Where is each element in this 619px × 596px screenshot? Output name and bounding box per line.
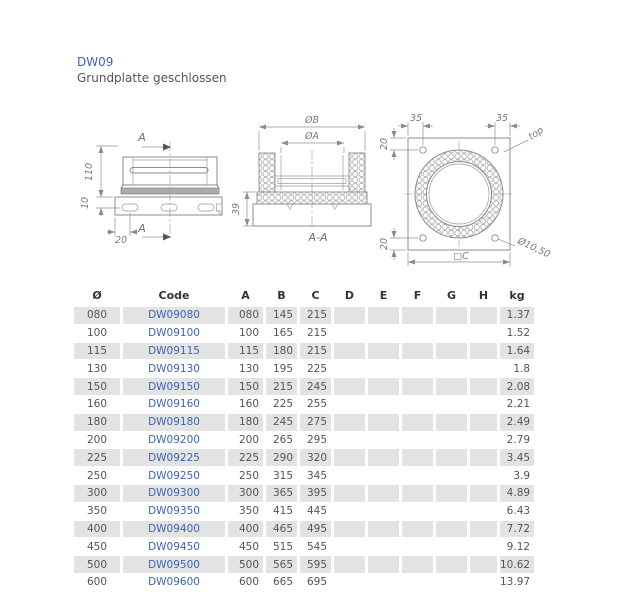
cell-b: 245 — [266, 414, 297, 431]
cell-diameter: 450 — [74, 538, 120, 555]
cell-e — [368, 360, 399, 377]
cell-a: 350 — [228, 503, 263, 520]
product-table-body — [74, 307, 534, 591]
table-row — [74, 360, 534, 377]
cell-d — [334, 414, 365, 431]
cell-e — [368, 521, 399, 538]
section-label-bottom: A — [138, 222, 146, 235]
cell-d — [334, 556, 365, 573]
cell-kg: 2.08 — [500, 378, 534, 395]
cell-g — [436, 360, 467, 377]
cell-g — [436, 556, 467, 573]
cell-a: 100 — [228, 325, 263, 342]
page-title: Grundplatte geschlossen — [77, 71, 227, 85]
cell-kg: 2.79 — [500, 432, 534, 449]
cell-g — [436, 378, 467, 395]
header-a: A — [241, 289, 250, 302]
cell-code — [123, 503, 225, 520]
cell-g — [436, 503, 467, 520]
header-kg: kg — [509, 289, 525, 302]
cell-kg: 13.97 — [500, 574, 534, 591]
cell-d — [334, 485, 365, 502]
cell-f — [402, 343, 433, 360]
dim-base-height: 39 — [231, 202, 242, 216]
cell-b: 145 — [266, 307, 297, 324]
cell-f — [402, 467, 433, 484]
cell-diameter: 500 — [74, 556, 120, 573]
cell-c: 695 — [300, 574, 331, 591]
slot-center — [161, 204, 177, 211]
product-series-link[interactable]: DW09 — [77, 55, 114, 69]
cell-a: 160 — [228, 396, 263, 413]
cell-d — [334, 432, 365, 449]
section-caption: A-A — [308, 231, 328, 244]
cell-c: 595 — [300, 556, 331, 573]
cell-diameter: 250 — [74, 467, 120, 484]
cell-d — [334, 325, 365, 342]
cell-g — [436, 467, 467, 484]
cell-f — [402, 396, 433, 413]
header-e: E — [379, 289, 388, 302]
product-code-link[interactable]: DW09150 — [148, 380, 200, 393]
table-row — [74, 325, 534, 342]
product-code-link[interactable]: DW09350 — [148, 505, 200, 518]
cell-code — [123, 414, 225, 431]
cell-diameter: 130 — [74, 360, 120, 377]
section-arrow-bottom-icon — [163, 234, 171, 241]
product-code-link[interactable]: DW09115 — [148, 344, 200, 357]
cell-a: 500 — [228, 556, 263, 573]
insulation-wall-right — [349, 153, 365, 192]
cell-c: 545 — [300, 538, 331, 555]
product-code-link[interactable]: DW09400 — [148, 522, 200, 535]
cell-b: 215 — [266, 378, 297, 395]
dim-plate-width: □C — [453, 251, 469, 262]
cell-e — [368, 538, 399, 555]
insulation-band — [257, 192, 367, 204]
table-row — [74, 432, 534, 449]
cell-h — [470, 503, 497, 520]
table-row — [74, 556, 534, 573]
cell-g — [436, 396, 467, 413]
product-code-link[interactable]: DW09180 — [148, 416, 200, 429]
surface-label: top — [526, 124, 546, 143]
dim-hole-left: 35 — [409, 113, 423, 124]
product-code-link[interactable]: DW09600 — [148, 576, 200, 589]
cell-b: 290 — [266, 449, 297, 466]
slot-left — [122, 204, 138, 211]
section-label-top: A — [138, 131, 146, 144]
cell-f — [402, 521, 433, 538]
cell-diameter: 200 — [74, 432, 120, 449]
table-row — [74, 449, 534, 466]
cell-diameter: 180 — [74, 414, 120, 431]
cell-f — [402, 556, 433, 573]
cell-e — [368, 414, 399, 431]
cell-kg: 1.64 — [500, 343, 534, 360]
cell-d — [334, 343, 365, 360]
cell-e — [368, 325, 399, 342]
table-row — [74, 538, 534, 555]
dim-slot-spacing: 20 — [114, 235, 128, 246]
product-code-link[interactable]: DW09200 — [148, 433, 200, 446]
bolt-hole-top-left — [420, 147, 426, 153]
cell-a: 080 — [228, 307, 263, 324]
page-header — [77, 55, 227, 87]
product-code-link[interactable]: DW09450 — [148, 540, 200, 553]
product-code-link[interactable]: DW09500 — [148, 558, 200, 571]
table-row — [74, 414, 534, 431]
table-header-row — [74, 286, 534, 306]
cell-b: 180 — [266, 343, 297, 360]
cell-diameter: 300 — [74, 485, 120, 502]
cell-e — [368, 378, 399, 395]
dim-hole-diameter: Ø10,50 — [515, 235, 552, 261]
cell-code — [123, 325, 225, 342]
cell-d — [334, 503, 365, 520]
product-code-link[interactable]: DW09130 — [148, 362, 200, 375]
cell-code — [123, 449, 225, 466]
cell-b: 465 — [266, 521, 297, 538]
cell-b: 415 — [266, 503, 297, 520]
dim-slot-offset: 10 — [80, 196, 91, 210]
clamp-band — [130, 168, 208, 174]
cell-kg: 1.8 — [500, 360, 534, 377]
table-row — [74, 467, 534, 484]
cell-g — [436, 574, 467, 591]
table-row — [74, 503, 534, 520]
cell-h — [470, 521, 497, 538]
cell-code — [123, 538, 225, 555]
dim-outer-diameter: ØB — [305, 115, 319, 126]
dim-hole-bottom: 20 — [379, 237, 390, 251]
cell-a: 150 — [228, 378, 263, 395]
cell-e — [368, 467, 399, 484]
cell-e — [368, 396, 399, 413]
cell-f — [402, 574, 433, 591]
cell-kg: 3.45 — [500, 449, 534, 466]
cell-h — [470, 307, 497, 324]
cell-kg: 6.43 — [500, 503, 534, 520]
cell-code — [123, 521, 225, 538]
cell-h — [470, 538, 497, 555]
cell-a: 600 — [228, 574, 263, 591]
cell-c: 345 — [300, 467, 331, 484]
cell-c: 245 — [300, 378, 331, 395]
table-row — [74, 521, 534, 538]
cell-h — [470, 343, 497, 360]
product-table — [71, 285, 537, 592]
cell-g — [436, 307, 467, 324]
cell-a: 130 — [228, 360, 263, 377]
cell-d — [334, 574, 365, 591]
edge-clip-detail — [217, 204, 223, 215]
bolt-hole-bottom-right — [492, 235, 498, 241]
dim-hole-right: 35 — [495, 113, 509, 124]
cell-code — [123, 485, 225, 502]
table-row — [74, 574, 534, 591]
cell-b: 665 — [266, 574, 297, 591]
cell-c: 215 — [300, 325, 331, 342]
product-code-link[interactable]: DW09250 — [148, 469, 200, 482]
cell-f — [402, 538, 433, 555]
cell-f — [402, 325, 433, 342]
cell-d — [334, 521, 365, 538]
cell-h — [470, 485, 497, 502]
section-view — [231, 115, 371, 244]
cell-h — [470, 378, 497, 395]
header-diameter: Ø — [92, 289, 102, 302]
cell-d — [334, 307, 365, 324]
cell-h — [470, 574, 497, 591]
cell-e — [368, 432, 399, 449]
cell-code — [123, 378, 225, 395]
header-g: G — [446, 289, 457, 302]
cell-h — [470, 556, 497, 573]
cell-h — [470, 414, 497, 431]
cell-code — [123, 467, 225, 484]
product-code-link[interactable]: DW09225 — [148, 451, 200, 464]
cell-g — [436, 449, 467, 466]
cell-a: 115 — [228, 343, 263, 360]
cell-b: 515 — [266, 538, 297, 555]
header-b: B — [277, 289, 286, 302]
cell-g — [436, 325, 467, 342]
cell-e — [368, 574, 399, 591]
cell-code — [123, 307, 225, 324]
cell-kg: 3.9 — [500, 467, 534, 484]
cell-f — [402, 503, 433, 520]
cell-g — [436, 538, 467, 555]
cell-code — [123, 574, 225, 591]
bolt-hole-top-right — [492, 147, 498, 153]
cell-c: 215 — [300, 343, 331, 360]
product-table-container — [71, 285, 537, 592]
cell-a: 400 — [228, 521, 263, 538]
cell-diameter: 150 — [74, 378, 120, 395]
cell-g — [436, 485, 467, 502]
cell-c: 495 — [300, 521, 331, 538]
cell-b: 225 — [266, 396, 297, 413]
cell-e — [368, 307, 399, 324]
cell-e — [368, 556, 399, 573]
cell-kg: 2.49 — [500, 414, 534, 431]
cell-c: 320 — [300, 449, 331, 466]
top-view — [379, 113, 552, 266]
cell-h — [470, 467, 497, 484]
cell-a: 300 — [228, 485, 263, 502]
cell-diameter: 100 — [74, 325, 120, 342]
cell-diameter: 080 — [74, 307, 120, 324]
cell-c: 275 — [300, 414, 331, 431]
cell-code — [123, 556, 225, 573]
base-plate-front — [115, 197, 222, 215]
table-row — [74, 343, 534, 360]
cell-g — [436, 414, 467, 431]
cell-a: 180 — [228, 414, 263, 431]
cell-h — [470, 396, 497, 413]
cell-f — [402, 449, 433, 466]
cell-h — [470, 325, 497, 342]
cell-f — [402, 414, 433, 431]
inner-bore — [427, 162, 492, 227]
cell-c: 445 — [300, 503, 331, 520]
front-view — [80, 131, 222, 246]
product-code-link[interactable]: DW09160 — [148, 398, 200, 411]
cell-kg: 4.89 — [500, 485, 534, 502]
cell-diameter: 400 — [74, 521, 120, 538]
cell-b: 565 — [266, 556, 297, 573]
cell-c: 395 — [300, 485, 331, 502]
cell-code — [123, 396, 225, 413]
dim-hole-top: 20 — [379, 137, 390, 151]
table-row — [74, 485, 534, 502]
cell-f — [402, 432, 433, 449]
cell-f — [402, 485, 433, 502]
cell-e — [368, 343, 399, 360]
cell-d — [334, 360, 365, 377]
cell-d — [334, 538, 365, 555]
cell-b: 365 — [266, 485, 297, 502]
cell-kg: 2.21 — [500, 396, 534, 413]
plate-notches — [287, 204, 338, 209]
header-c: C — [311, 289, 320, 302]
cell-c: 225 — [300, 360, 331, 377]
technical-drawing — [75, 108, 575, 280]
cell-diameter: 600 — [74, 574, 120, 591]
cell-h — [470, 449, 497, 466]
cell-code — [123, 360, 225, 377]
cell-f — [402, 360, 433, 377]
table-row — [74, 307, 534, 324]
cell-kg: 1.52 — [500, 325, 534, 342]
cell-a: 225 — [228, 449, 263, 466]
cell-h — [470, 360, 497, 377]
cell-f — [402, 307, 433, 324]
cell-code — [123, 432, 225, 449]
bolt-hole-bottom-left — [420, 235, 426, 241]
cell-a: 250 — [228, 467, 263, 484]
cell-diameter: 350 — [74, 503, 120, 520]
cell-e — [368, 449, 399, 466]
cell-b: 315 — [266, 467, 297, 484]
cell-a: 450 — [228, 538, 263, 555]
table-row — [74, 378, 534, 395]
cell-b: 265 — [266, 432, 297, 449]
cell-kg: 1.37 — [500, 307, 534, 324]
dim-total-height: 110 — [84, 162, 95, 182]
header-code: Code — [158, 289, 190, 302]
cell-diameter: 225 — [74, 449, 120, 466]
cell-d — [334, 378, 365, 395]
product-code-link[interactable]: DW09300 — [148, 487, 200, 500]
cell-b: 165 — [266, 325, 297, 342]
cell-g — [436, 432, 467, 449]
cell-e — [368, 503, 399, 520]
cell-kg: 7.72 — [500, 521, 534, 538]
cell-g — [436, 343, 467, 360]
insulation-wall-left — [259, 153, 275, 192]
header-d: D — [344, 289, 355, 302]
product-code-link[interactable]: DW09080 — [148, 309, 200, 322]
cell-d — [334, 449, 365, 466]
cell-kg: 10.62 — [500, 556, 534, 573]
cell-c: 215 — [300, 307, 331, 324]
cell-kg: 9.12 — [500, 538, 534, 555]
cell-a: 200 — [228, 432, 263, 449]
header-h: H — [478, 289, 489, 302]
cell-g — [436, 521, 467, 538]
cell-f — [402, 378, 433, 395]
product-code-link[interactable]: DW09100 — [148, 327, 200, 340]
cell-diameter: 160 — [74, 396, 120, 413]
table-row — [74, 396, 534, 413]
cell-d — [334, 396, 365, 413]
cell-diameter: 115 — [74, 343, 120, 360]
cell-c: 255 — [300, 396, 331, 413]
cell-d — [334, 467, 365, 484]
cell-b: 195 — [266, 360, 297, 377]
gasket-band — [121, 188, 219, 194]
header-f: F — [413, 289, 422, 302]
slot-right — [198, 204, 214, 211]
dim-inner-diameter: ØA — [305, 131, 319, 142]
cell-h — [470, 432, 497, 449]
cell-c: 295 — [300, 432, 331, 449]
cell-e — [368, 485, 399, 502]
cell-code — [123, 343, 225, 360]
